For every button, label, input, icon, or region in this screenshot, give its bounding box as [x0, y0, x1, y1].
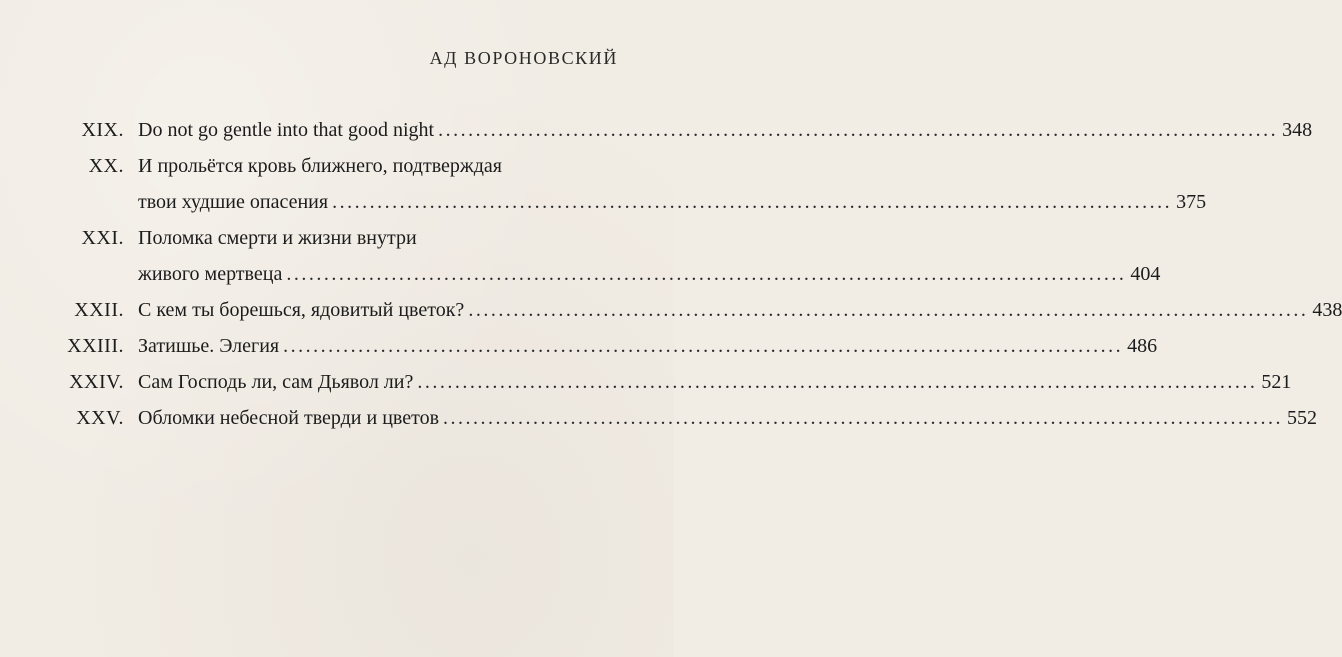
- page-number: 404: [1130, 263, 1161, 285]
- dot-leader: ................................................................................................................: [438, 119, 1279, 141]
- toc-entry: [40, 220, 1161, 292]
- dot-leader: ................................................................................................................: [286, 263, 1127, 285]
- running-header: АД ВОРОНОВСКИЙ: [429, 48, 618, 68]
- chapter-title-continued: живого мертвеца: [138, 263, 283, 285]
- page-number: 438: [1312, 299, 1342, 321]
- chapter-number: XXI.: [81, 227, 124, 249]
- chapter-title: Сам Господь ли, сам Дьявол ли?: [138, 371, 414, 393]
- chapter-title: Поломка смерти и жизни внутри: [138, 227, 417, 249]
- toc-entry: [40, 148, 1207, 220]
- chapter-title: Затишье. Элегия: [138, 335, 280, 357]
- dot-leader: ................................................................................................................: [332, 191, 1173, 213]
- toc-entry: [40, 112, 1313, 148]
- toc-entry: [40, 400, 1318, 436]
- chapter-title: С кем ты борешься, ядовитый цветок?: [138, 299, 465, 321]
- page-number: 486: [1127, 335, 1158, 357]
- chapter-title: Обломки небесной тверди и цветов: [138, 407, 440, 429]
- chapter-number: XXIV.: [69, 371, 124, 393]
- chapter-title: И прольётся кровь ближнего, подтверждая: [138, 155, 502, 177]
- chapter-title-continued: твои худшие опасения: [138, 191, 329, 213]
- dot-leader: ................................................................................................................: [283, 335, 1124, 357]
- chapter-number: XXIII.: [67, 335, 124, 357]
- chapter-number: XXV.: [76, 407, 124, 429]
- dot-leader: ................................................................................................................: [417, 371, 1258, 393]
- dot-leader: ................................................................................................................: [468, 299, 1309, 321]
- chapter-number: XXII.: [74, 299, 124, 321]
- chapter-number: XX.: [88, 155, 124, 177]
- page-number: 348: [1282, 119, 1313, 141]
- page-number: 375: [1176, 191, 1207, 213]
- page-number: 521: [1261, 371, 1292, 393]
- table-of-contents: [40, 112, 1342, 436]
- toc-entry: [40, 328, 1158, 364]
- chapter-number: XIX.: [81, 119, 124, 141]
- chapter-title: Do not go gentle into that good night: [138, 119, 435, 141]
- page-number: 552: [1287, 407, 1318, 429]
- dot-leader: ................................................................................................................: [443, 407, 1284, 429]
- toc-entry: [40, 292, 1342, 328]
- toc-entry: [40, 364, 1292, 400]
